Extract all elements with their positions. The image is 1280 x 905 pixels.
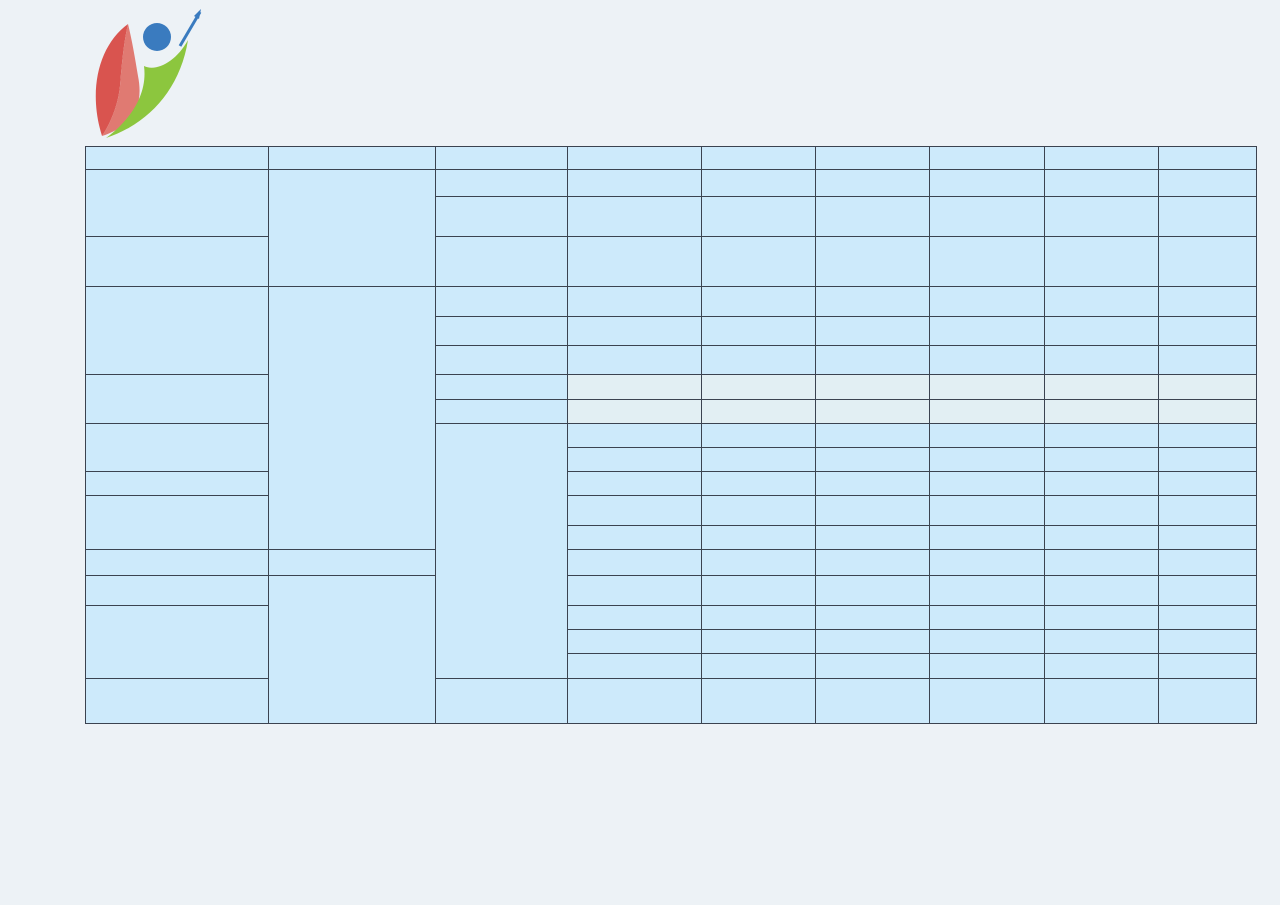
age-cell bbox=[269, 550, 436, 576]
time-cell-wednesday bbox=[930, 448, 1045, 472]
time-cell-thursday bbox=[1045, 606, 1159, 630]
time-cell-tuesday bbox=[816, 606, 930, 630]
group-name-cell bbox=[86, 237, 269, 287]
table-row bbox=[86, 237, 1257, 287]
time-cell-thursday bbox=[1045, 496, 1159, 526]
time-cell-friday bbox=[1045, 287, 1159, 317]
time-cell-tuesday bbox=[702, 400, 816, 424]
time-cell-wednesday bbox=[930, 654, 1045, 679]
time-cell-wednesday bbox=[930, 630, 1045, 654]
time-cell-friday bbox=[1159, 424, 1257, 448]
time-cell-wednesday bbox=[816, 197, 930, 237]
time-cell-tuesday bbox=[816, 472, 930, 496]
time-cell-wednesday bbox=[816, 346, 930, 375]
group-name-cell bbox=[86, 170, 269, 237]
table-row bbox=[86, 679, 1257, 724]
time-cell-monday bbox=[702, 424, 816, 448]
teacher-cell bbox=[436, 424, 568, 679]
time-cell-tuesday bbox=[816, 526, 930, 550]
time-cell-wednesday bbox=[930, 496, 1045, 526]
time-cell-friday bbox=[1159, 654, 1257, 679]
time-cell-monday bbox=[702, 448, 816, 472]
time-cell-thursday bbox=[1045, 448, 1159, 472]
group-name-cell bbox=[86, 550, 269, 576]
time-cell-thursday bbox=[930, 170, 1045, 197]
time-cell-monday bbox=[702, 630, 816, 654]
age-cell bbox=[568, 472, 702, 496]
time-cell-monday bbox=[702, 237, 816, 287]
group-name-cell bbox=[86, 576, 269, 606]
col-header-wednesday bbox=[816, 147, 930, 170]
time-cell-monday bbox=[568, 287, 702, 317]
time-cell-thursday bbox=[1045, 576, 1159, 606]
table-row bbox=[86, 496, 1257, 526]
time-cell-saturday bbox=[1159, 170, 1257, 197]
col-header-tuesday bbox=[702, 147, 816, 170]
time-cell-tuesday bbox=[702, 346, 816, 375]
time-cell-thursday bbox=[930, 197, 1045, 237]
time-cell-wednesday bbox=[930, 576, 1045, 606]
group-name-cell bbox=[86, 375, 269, 424]
time-cell-monday bbox=[702, 496, 816, 526]
time-cell-friday bbox=[1159, 496, 1257, 526]
time-cell-tuesday bbox=[702, 375, 816, 400]
group-name-cell bbox=[86, 496, 269, 550]
table-row bbox=[86, 606, 1257, 630]
time-cell-friday bbox=[1159, 448, 1257, 472]
time-cell-friday bbox=[1159, 679, 1257, 724]
time-cell-monday bbox=[702, 606, 816, 630]
col-header-thursday bbox=[930, 147, 1045, 170]
teacher-cell bbox=[436, 237, 568, 287]
time-cell-thursday bbox=[930, 287, 1045, 317]
time-cell-friday bbox=[1045, 170, 1159, 197]
time-cell-wednesday bbox=[930, 679, 1045, 724]
time-cell-monday bbox=[702, 679, 816, 724]
time-cell-friday bbox=[1045, 197, 1159, 237]
time-cell-wednesday bbox=[816, 287, 930, 317]
age-cell bbox=[568, 576, 702, 606]
time-cell-friday bbox=[1159, 526, 1257, 550]
time-cell-monday bbox=[702, 472, 816, 496]
age-cell bbox=[568, 630, 702, 654]
time-cell-tuesday bbox=[816, 654, 930, 679]
time-cell-wednesday bbox=[816, 170, 930, 197]
time-cell-wednesday bbox=[930, 424, 1045, 448]
time-cell-thursday bbox=[1045, 424, 1159, 448]
age-cell bbox=[568, 654, 702, 679]
time-cell-saturday bbox=[1159, 550, 1257, 576]
time-cell-saturday bbox=[1159, 400, 1257, 424]
age-cell bbox=[568, 237, 702, 287]
time-cell-wednesday bbox=[930, 472, 1045, 496]
teacher-cell bbox=[269, 287, 436, 550]
time-cell-thursday bbox=[1045, 526, 1159, 550]
age-cell bbox=[568, 496, 702, 526]
time-cell-monday bbox=[568, 400, 702, 424]
time-cell-wednesday bbox=[930, 526, 1045, 550]
time-cell-monday bbox=[702, 576, 816, 606]
time-cell-monday bbox=[568, 550, 702, 576]
time-cell-friday bbox=[1159, 606, 1257, 630]
age-cell bbox=[436, 317, 568, 346]
group-name-cell bbox=[86, 472, 269, 496]
time-cell-thursday bbox=[930, 346, 1045, 375]
time-cell-thursday bbox=[1045, 472, 1159, 496]
time-cell-monday bbox=[568, 346, 702, 375]
time-cell-tuesday bbox=[816, 448, 930, 472]
col-header-age bbox=[436, 147, 568, 170]
teacher-cell bbox=[269, 576, 436, 724]
group-name-cell bbox=[86, 606, 269, 679]
table-row bbox=[86, 472, 1257, 496]
time-cell-tuesday bbox=[816, 576, 930, 606]
time-cell-friday bbox=[1045, 317, 1159, 346]
time-cell-thursday bbox=[1045, 630, 1159, 654]
time-cell-thursday bbox=[1045, 654, 1159, 679]
time-cell-thursday bbox=[1045, 237, 1159, 287]
col-header-saturday bbox=[1159, 147, 1257, 170]
time-cell-tuesday bbox=[816, 630, 930, 654]
table-row bbox=[86, 576, 1257, 606]
time-cell-wednesday bbox=[816, 400, 930, 424]
table-row bbox=[86, 424, 1257, 448]
time-cell-saturday bbox=[1159, 317, 1257, 346]
time-cell-thursday bbox=[930, 400, 1045, 424]
group-name-cell bbox=[86, 679, 269, 724]
time-cell-thursday bbox=[930, 317, 1045, 346]
time-cell-tuesday bbox=[702, 170, 816, 197]
time-cell-friday bbox=[1159, 576, 1257, 606]
time-cell-friday bbox=[1045, 346, 1159, 375]
age-cell bbox=[436, 170, 568, 197]
col-header-teacher bbox=[269, 147, 436, 170]
col-header-group bbox=[86, 147, 269, 170]
time-cell-wednesday bbox=[816, 375, 930, 400]
table-row bbox=[86, 550, 1257, 576]
time-cell-monday bbox=[702, 526, 816, 550]
time-cell-saturday bbox=[1159, 346, 1257, 375]
time-cell-wednesday bbox=[816, 317, 930, 346]
time-cell-friday bbox=[1159, 472, 1257, 496]
time-cell-tuesday bbox=[816, 496, 930, 526]
time-cell-wednesday bbox=[930, 237, 1045, 287]
group-name-cell bbox=[86, 424, 269, 472]
time-cell-tuesday bbox=[816, 237, 930, 287]
time-cell-monday bbox=[568, 197, 702, 237]
time-cell-thursday bbox=[930, 550, 1045, 576]
time-cell-friday bbox=[1159, 237, 1257, 287]
time-cell-saturday bbox=[1159, 197, 1257, 237]
time-cell-friday bbox=[1045, 550, 1159, 576]
time-cell-wednesday bbox=[816, 550, 930, 576]
age-cell bbox=[436, 400, 568, 424]
time-cell-tuesday bbox=[816, 424, 930, 448]
time-cell-friday bbox=[1159, 630, 1257, 654]
time-cell-saturday bbox=[1159, 375, 1257, 400]
header-row bbox=[86, 147, 1257, 170]
time-cell-thursday bbox=[1045, 679, 1159, 724]
age-cell bbox=[568, 679, 702, 724]
age-cell bbox=[568, 424, 702, 448]
time-cell-friday bbox=[1045, 400, 1159, 424]
time-cell-tuesday bbox=[702, 317, 816, 346]
time-cell-tuesday bbox=[702, 287, 816, 317]
age-cell bbox=[436, 375, 568, 400]
teacher-cell bbox=[269, 170, 436, 287]
age-cell bbox=[436, 346, 568, 375]
table-row bbox=[86, 287, 1257, 317]
time-cell-tuesday bbox=[816, 679, 930, 724]
age-cell bbox=[568, 526, 702, 550]
teacher-cell bbox=[436, 679, 568, 724]
time-cell-monday bbox=[568, 375, 702, 400]
logo-icon bbox=[88, 6, 206, 140]
time-cell-monday bbox=[568, 170, 702, 197]
schedule-table bbox=[85, 146, 1257, 724]
time-cell-tuesday bbox=[702, 550, 816, 576]
time-cell-wednesday bbox=[930, 606, 1045, 630]
time-cell-tuesday bbox=[702, 197, 816, 237]
group-name-cell bbox=[86, 287, 269, 375]
time-cell-saturday bbox=[1159, 287, 1257, 317]
age-cell bbox=[568, 448, 702, 472]
table-row bbox=[86, 375, 1257, 400]
age-cell bbox=[436, 197, 568, 237]
time-cell-friday bbox=[1045, 375, 1159, 400]
col-header-friday bbox=[1045, 147, 1159, 170]
time-cell-monday bbox=[702, 654, 816, 679]
time-cell-monday bbox=[568, 317, 702, 346]
age-cell bbox=[436, 287, 568, 317]
col-header-monday bbox=[568, 147, 702, 170]
table-row bbox=[86, 170, 1257, 197]
time-cell-thursday bbox=[930, 375, 1045, 400]
age-cell bbox=[568, 606, 702, 630]
